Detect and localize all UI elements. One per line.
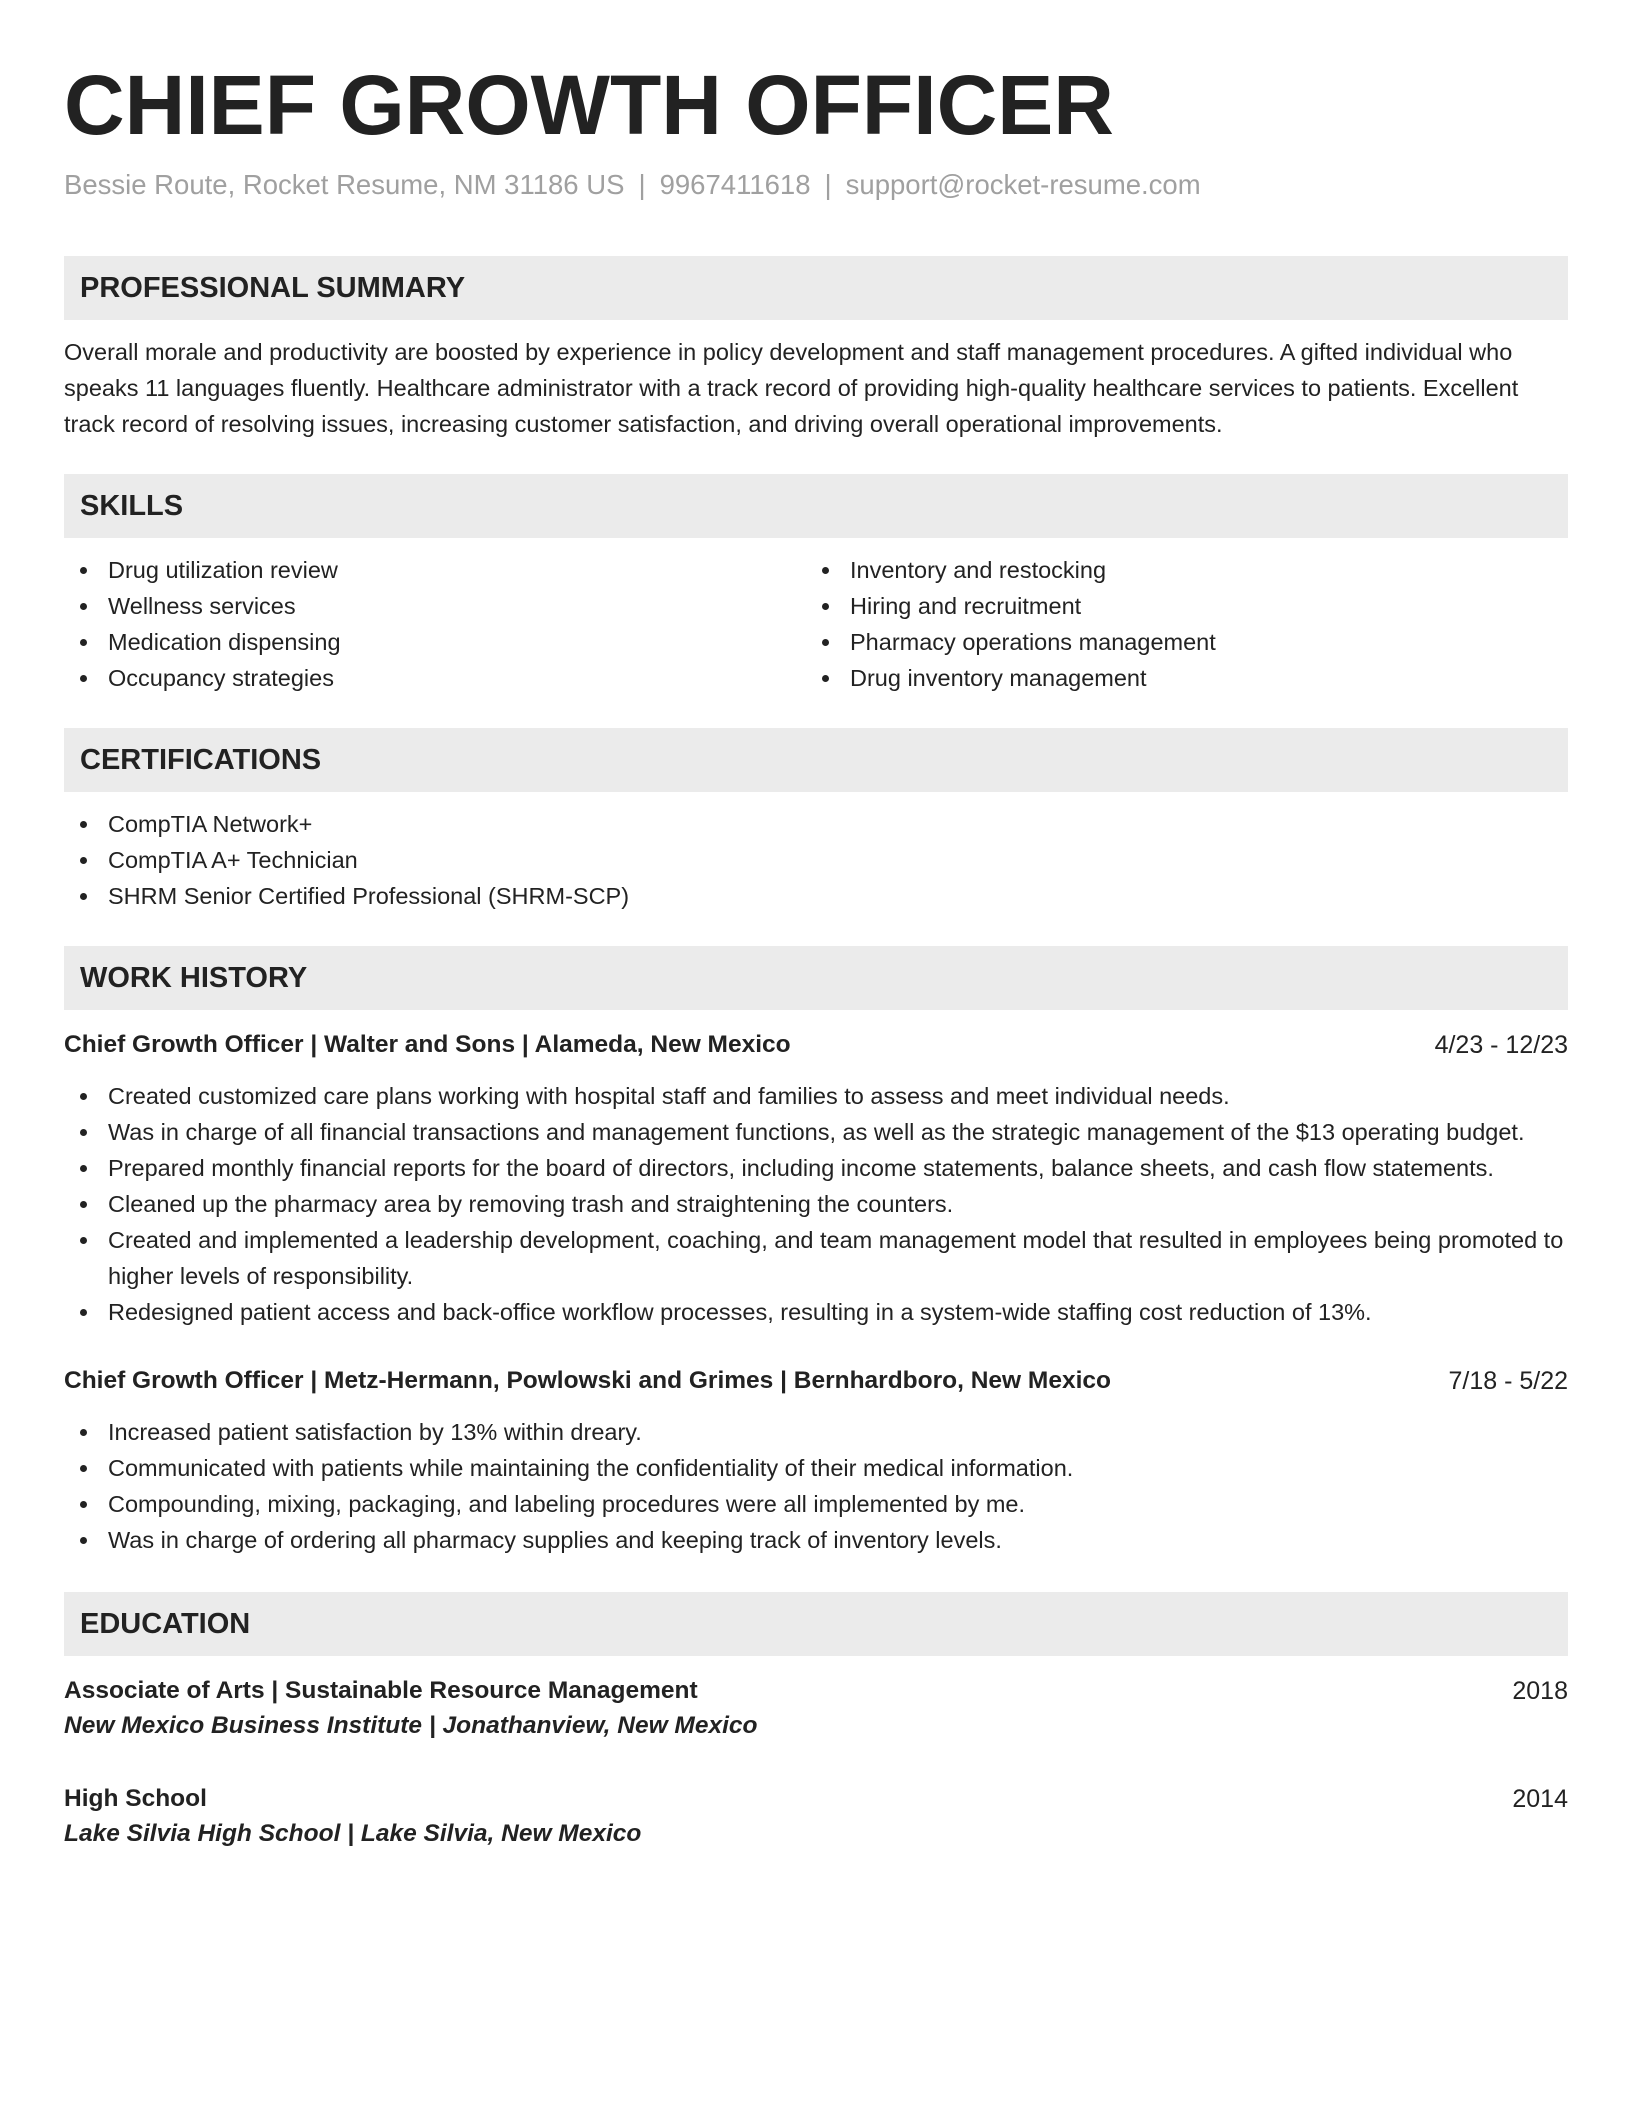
job-bullet: Created and implemented a leadership development, coaching, and team management model that resulted in employees being promoted to higher levels of responsibility. [64,1222,1568,1294]
job-bullet: Increased patient satisfaction by 13% within dreary. [64,1414,1568,1450]
job-heading-row [64,1364,1568,1398]
contact-separator: | [824,169,832,200]
skill-item: Drug utilization review [64,552,806,588]
section-header-certifications: CERTIFICATIONS [64,728,1568,792]
contact-separator: | [638,169,646,200]
skills-list [64,552,1568,696]
job-bullet: Compounding, mixing, packaging, and labeling procedures were all implemented by me. [64,1486,1568,1522]
education-heading-row [64,1674,1568,1708]
section-header-education: EDUCATION [64,1592,1568,1656]
contact-email: support@rocket-resume.com [845,169,1201,200]
job-bullet: Communicated with patients while maintaining the confidentiality of their medical information. [64,1450,1568,1486]
job-bullets [64,1414,1568,1558]
skill-item: Wellness services [64,588,806,624]
section-header-summary: PROFESSIONAL SUMMARY [64,256,1568,320]
job-title: Chief Growth Officer | Metz-Hermann, Powlowski and Grimes | Bernhardboro, New Mexico [64,1367,1111,1394]
job-heading-row [64,1028,1568,1062]
job-bullet: Cleaned up the pharmacy area by removing trash and straightening the counters. [64,1186,1568,1222]
education-year: 2014 [1512,1785,1568,1813]
skill-item: Pharmacy operations management [806,624,1548,660]
section-header-skills: SKILLS [64,474,1568,538]
certification-item: SHRM Senior Certified Professional (SHRM-SCP) [64,878,1568,914]
skills-column-left [64,552,806,696]
job-title: Chief Growth Officer | Walter and Sons | Alameda, New Mexico [64,1031,791,1058]
skill-item: Drug inventory management [806,660,1548,696]
education-degree: Associate of Arts | Sustainable Resource Management [64,1677,698,1704]
skill-item: Medication dispensing [64,624,806,660]
contact-address: Bessie Route, Rocket Resume, NM 31186 US [64,169,625,200]
summary-text: Overall morale and productivity are boosted by experience in policy development and staff management procedures. A gifted individual who speaks 11 languages fluently. Healthcare administrator with a track record of providing high-quality healthcare services to patients. Excellent track record of resolving issues, increasing customer satisfaction, and driving overall operational improvements. [64,339,1519,437]
skill-item: Inventory and restocking [806,552,1548,588]
job-dates: 7/18 - 5/22 [1448,1367,1568,1395]
education-school: Lake Silvia High School | Lake Silvia, New Mexico [64,1820,642,1847]
job-bullet: Was in charge of all financial transactions and management functions, as well as the strategic management of the $13 operating budget. [64,1114,1568,1150]
job-bullet: Was in charge of ordering all pharmacy supplies and keeping track of inventory levels. [64,1522,1568,1558]
section-header-work-history: WORK HISTORY [64,946,1568,1010]
skills-column-right [806,552,1548,696]
contact-line [64,168,1568,202]
skill-item: Occupancy strategies [64,660,806,696]
resume-title: CHIEF GROWTH OFFICER [64,58,1114,152]
certification-item: CompTIA Network+ [64,806,1568,842]
education-year: 2018 [1512,1677,1568,1705]
job-bullet: Redesigned patient access and back-office workflow processes, resulting in a system-wide staffing cost reduction of 13%. [64,1294,1568,1330]
contact-phone: 9967411618 [659,169,811,200]
resume-page [64,0,1568,1852]
job-bullet: Created customized care plans working with hospital staff and families to assess and meet individual needs. [64,1078,1568,1114]
education-degree: High School [64,1785,207,1812]
certifications-list [64,806,1568,914]
skill-item: Hiring and recruitment [806,588,1548,624]
job-bullets [64,1078,1568,1330]
education-school: New Mexico Business Institute | Jonathanview, New Mexico [64,1712,758,1739]
education-heading-row [64,1782,1568,1816]
certification-item: CompTIA A+ Technician [64,842,1568,878]
job-dates: 4/23 - 12/23 [1434,1031,1568,1059]
job-bullet: Prepared monthly financial reports for the board of directors, including income statements, balance sheets, and cash flow statements. [64,1150,1568,1186]
